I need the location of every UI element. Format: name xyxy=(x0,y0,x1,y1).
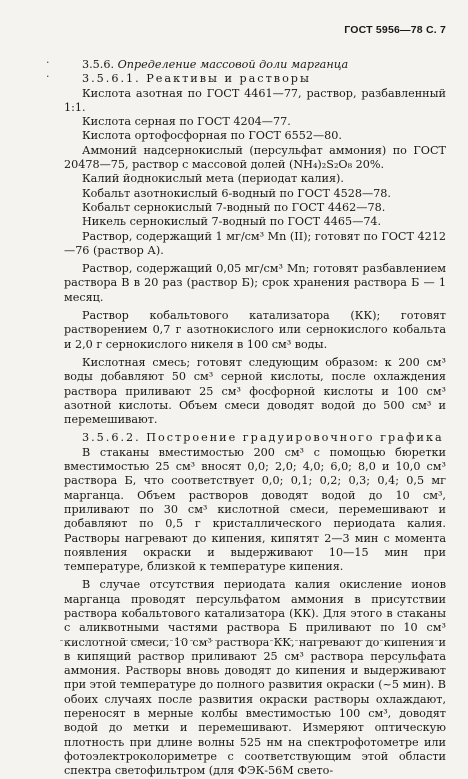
paragraph: В случае отсутствия периодата калия окисление ионов марганца проводят персульфатом аммония в присутствии раствора кобальтового катализатора (КК). Для этого в стаканы с аликвотными частями раствора Б приливают по 10 см³ кислотной смеси, 10 см³ раствора КК, нагревают до кипения и в кипящий раствор приливают 25 см³ раствора персульфата аммония. Растворы вновь доводят до кипения и выдерживают при этой температуре до полного развития окраски (~5 мин). В обоих случаях после развития окраски растворы охлаждают, переносят в мерные колбы вместимостью 100 см³, доводят водой до метки и перемешивают. Измеряют оптическую плотность при длине волны 525 нм на спектрофотометре или фотоэлектроколориметре с соответствующим этой области спектра светофильтром (для ФЭК-56М свето- xyxy=(64,578,446,778)
reagent-item: Аммоний надсернокислый (персульфат аммония) по ГОСТ 20478—75, раствор с массовой долей (NH₄)₂S₂O₈ 20%. xyxy=(64,143,446,172)
paragraph: Раствор кобальтового катализатора (КК); готовят растворением 0,7 г азотнокислого или сернокислого кобальта и 2,0 г сернокислого никеля в 100 см³ воды. xyxy=(64,309,446,351)
paragraph: Кислотная смесь; готовят следующим образом: к 200 см³ воды добавляют 50 см³ серной кислоты, после охлаждения раствора приливают 25 см³ фосфорной кислоты и 100 см³ азотной кислоты. Объем смеси доводят водой до 500 см³ и перемешивают. xyxy=(64,355,446,427)
margin-mark: · xyxy=(46,56,50,69)
margin-mark: · xyxy=(46,70,50,83)
paragraph: Раствор, содержащий 0,05 мг/см³ Mn; готовят разбавлением раствора В в 20 раз (раствор Б); срок хранения раствора Б — 1 месяц. xyxy=(64,262,446,304)
reagents-heading: 3.5.6.1. Реактивы и растворы xyxy=(82,72,311,86)
page-bottom-rule xyxy=(60,640,438,641)
reagent-item: Никель сернокислый 7-водный по ГОСТ 4465—74. xyxy=(82,215,382,229)
section-title: Определение массовой доли марганца xyxy=(117,58,349,71)
reagent-item: Кислота серная по ГОСТ 4204—77. xyxy=(82,115,291,129)
reagent-item: Калий йоднокислый мета (периодат калия). xyxy=(82,172,344,186)
paragraph: В стаканы вместимостью 200 см³ с помощью бюретки вместимостью 25 см³ вносят 0,0; 2,0; 4,0; 6,0; 8,0 и 10,0 см³ раствора Б, что соответствует 0,0; 0,1; 0,2; 0,3; 0,4; 0,5 мг марганца. Объем растворов доводят водой до 10 см³, приливают по 30 см³ кислотной смеси, перемешивают и добавляют по 0,5 г кристаллического периодата калия. Растворы нагревают до кипения, кипятят 2—3 мин с момента появления окраски и выдерживают 10—15 мин при температуре, близкой к температуре кипения. xyxy=(64,445,446,574)
reagent-item: Кобальт азотнокислый 6-водный по ГОСТ 4528—78. xyxy=(82,186,391,200)
reagent-item: Кобальт сернокислый 7-водный по ГОСТ 4462—78. xyxy=(82,200,386,214)
reagent-item: Кислота ортофосфорная по ГОСТ 6552—80. xyxy=(82,129,342,143)
document-body xyxy=(64,58,446,779)
reagent-item: Кислота азотная по ГОСТ 4461—77, раствор, разбавленный 1:1. xyxy=(64,86,446,114)
page-header: ГОСТ 5956—78 С. 7 xyxy=(344,24,446,36)
calibration-heading: 3.5.6.2. Построение градуировочного графика xyxy=(82,431,444,445)
section-heading xyxy=(64,58,446,72)
reagent-item: Раствор, содержащий 1 мг/см³ Mn (II); готовят по ГОСТ 4212—76 (раствор А). xyxy=(64,229,446,257)
section-number: 3.5.6. xyxy=(82,58,115,71)
